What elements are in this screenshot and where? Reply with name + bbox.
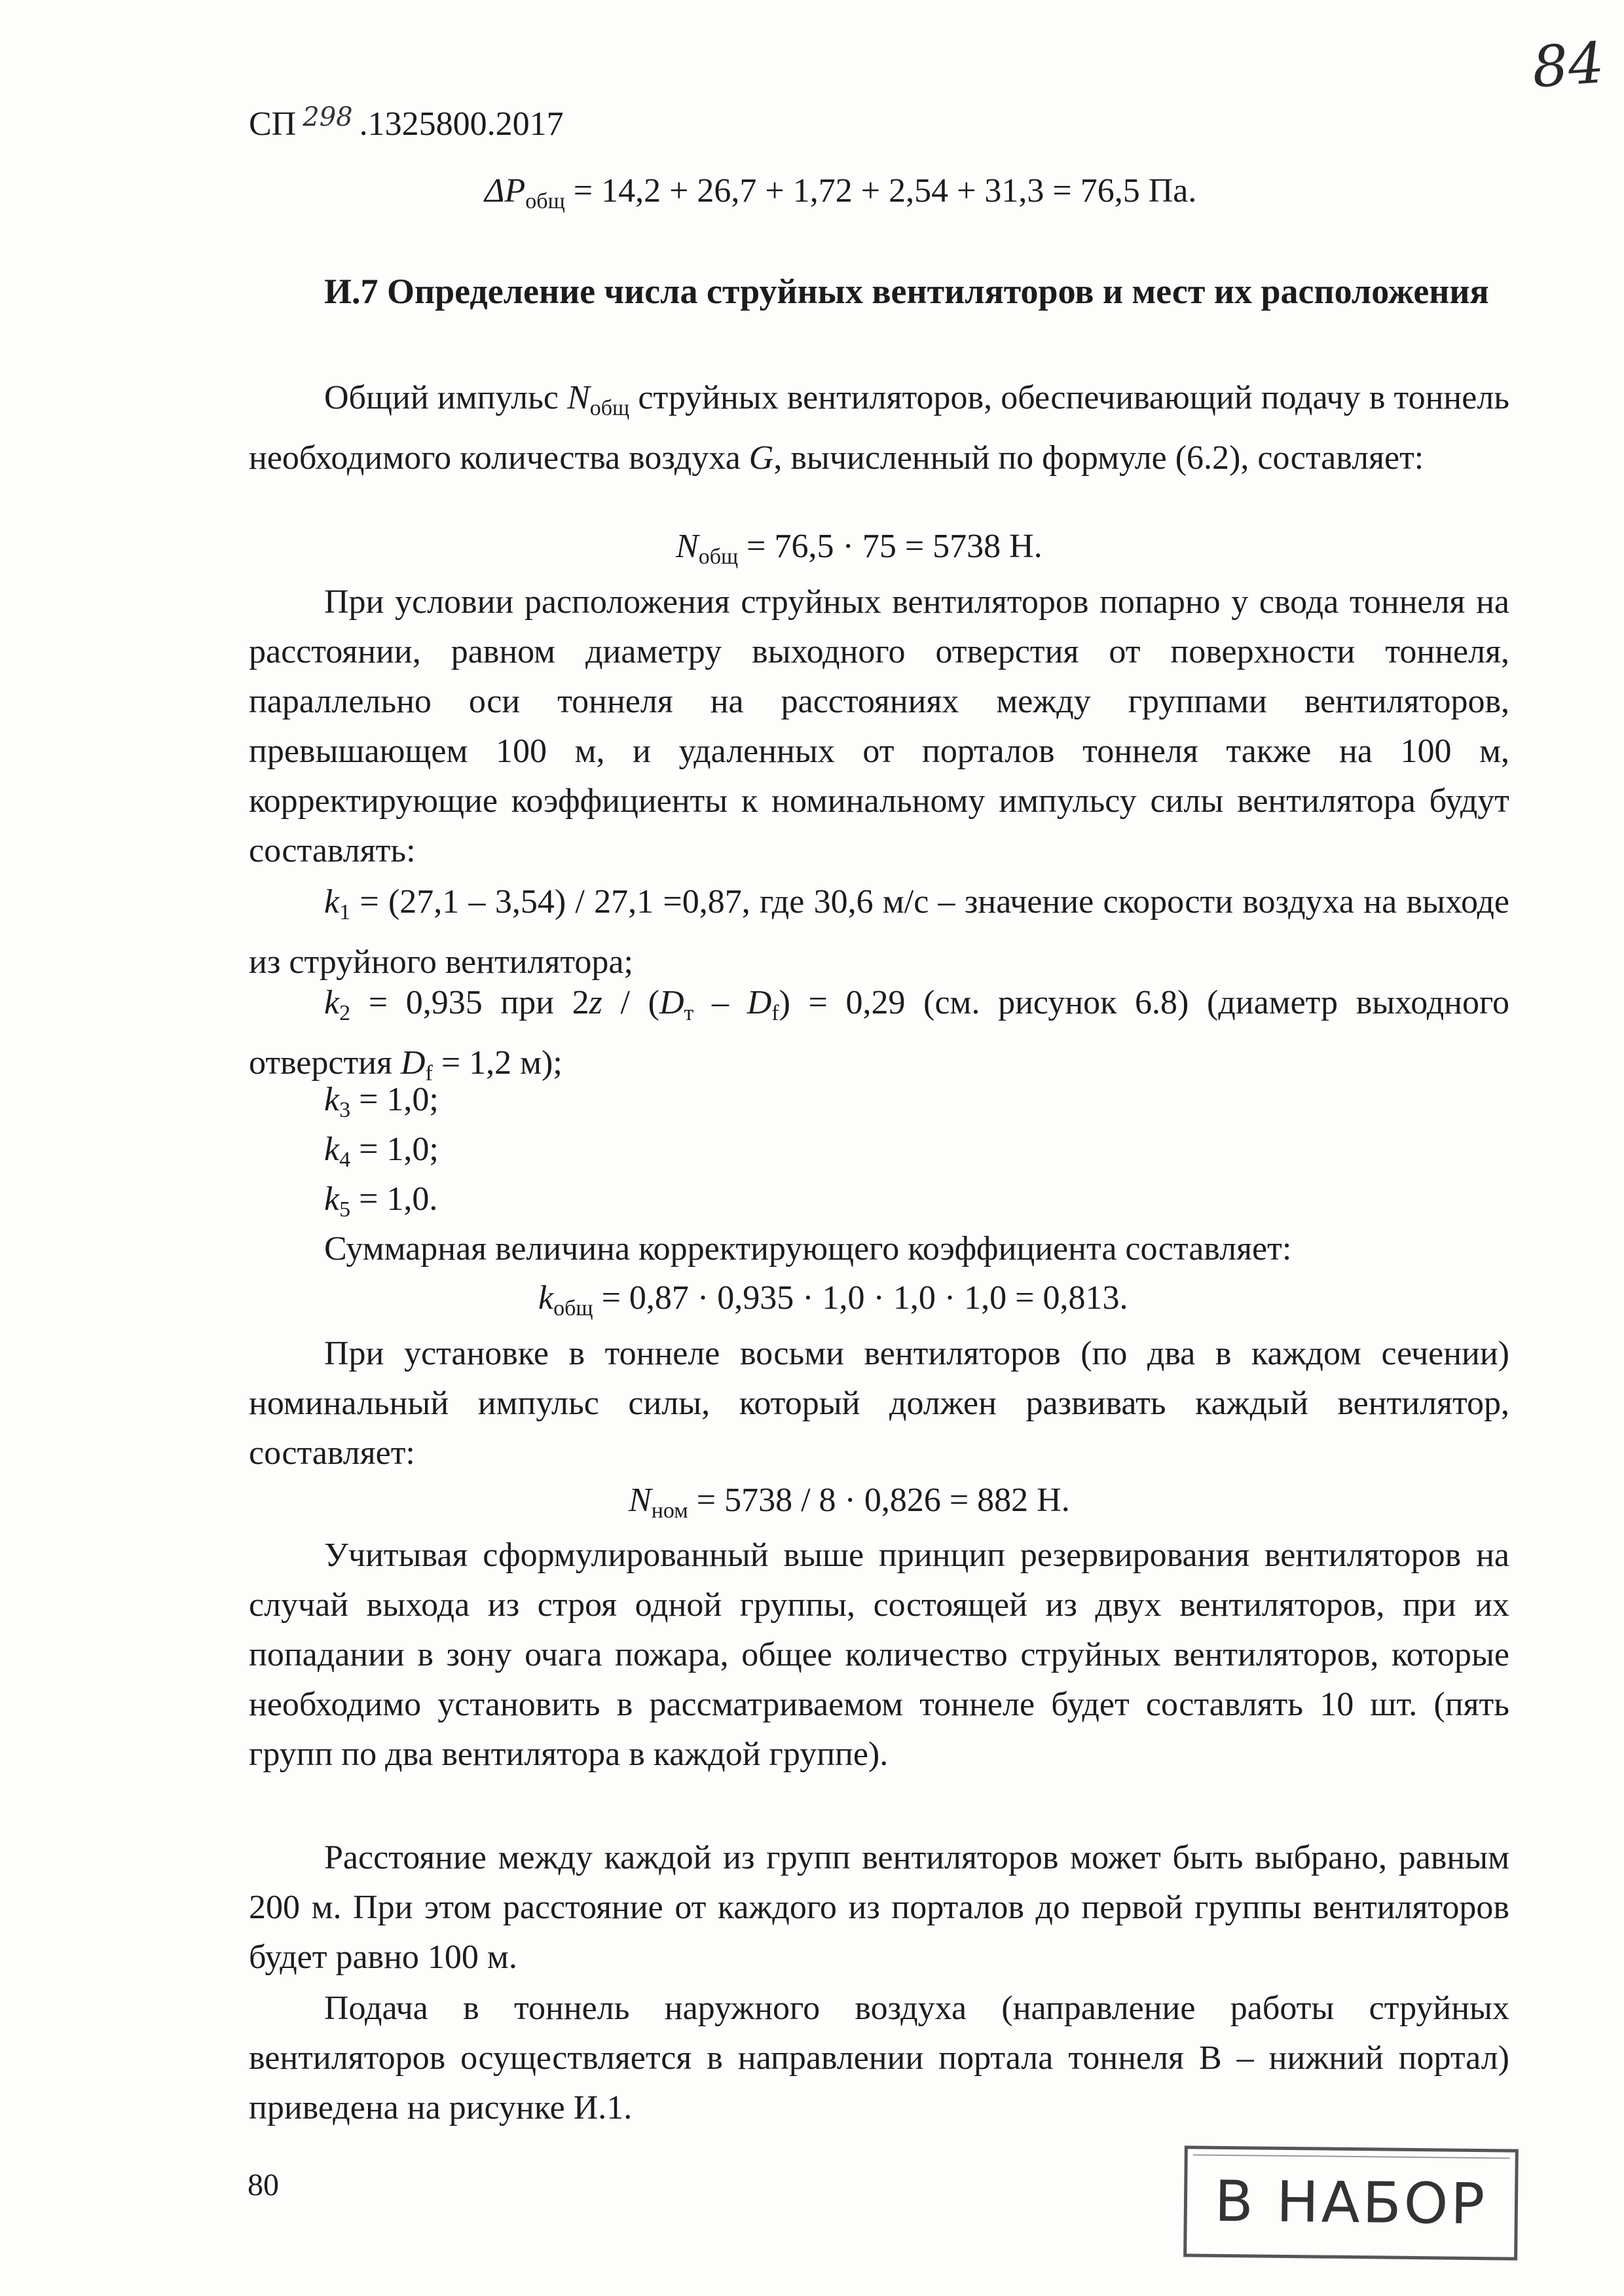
equation-nominal-impulse: $N_{ном} = 5738 / 8 \cdot 0,826 = 882$ Н.: [629, 1482, 1070, 1523]
handwritten-page-number: 84: [1530, 30, 1606, 101]
document-code-prefix: СП: [249, 105, 297, 143]
paragraph-redundancy: Учитывая сформулированный выше принцип резервирования вентиляторов на случай выхода из строя одной группы, состоящей из двух вентиляторов, при их попадании в зону очага пожара, общее количество струйных вентиляторов, которые необходимо установить в рассматриваемом тоннеле будет составлять 10 шт. (пять групп по два вентилятора в каждой группе).: [249, 1537, 1509, 1773]
coefficient-k3: $k_3 = 1,0$;: [324, 1081, 439, 1122]
equation-total-impulse: $N_{общ} = 76,5 \cdot 75 = 5738$ Н.: [676, 528, 1043, 569]
paragraph-total-impulse: Общий импульс $N_{общ}$ струйных вентиляторов, обеспечивающий подачу в тоннель необходимого количества воздуха G, вычисленный по формуле (6.2), составляет:: [249, 379, 1509, 477]
paragraph-fan-placement: При условии расположения струйных вентиляторов попарно у свода тоннеля на расстоянии, равном диаметру выходного отверстия от поверхности тоннеля, параллельно оси тоннеля на расстояниях между группами вентиляторов, превышающем 100 м, и удаленных от порталов тоннеля также на 100 м, корректирующие коэффициенты к номинальному импульсу силы вентилятора будут составлять:: [249, 583, 1509, 869]
paragraph-air-supply: Подача в тоннель наружного воздуха (направление работы струйных вентиляторов осуществляется в направлении портала тоннеля В – нижний портал) приведена на рисунке И.1.: [249, 1990, 1509, 2126]
coefficient-k2: $k_2 = 0,935$ при $2z / (D_т - D_f) = 0,29$ (см. рисунок 6.8) (диаметр выходного отверстия $D_f = 1,2$ м);: [249, 984, 1510, 1085]
coefficient-k1: $k_1 = (27,1 - 3,54) / 27,1 =0,87$, где 30,6 м/с – значение скорости воздуха на выходе из струйного вентилятора;: [249, 883, 1509, 981]
section-heading: И.7 Определение числа струйных вентиляторов и мест их расположения: [324, 272, 1489, 311]
page-number: 80: [248, 2168, 279, 2202]
coefficient-k5: $k_5 = 1,0$.: [324, 1180, 438, 1222]
paragraph-total-coefficient: Суммарная величина корректирующего коэффициента составляет:: [324, 1230, 1292, 1267]
document-code-suffix: .1325800.2017: [359, 105, 564, 143]
handwritten-code-number: 298: [303, 102, 353, 132]
paragraph-eight-fans: При установке в тоннеле восьми вентиляторов (по два в каждом сечении) номинальный импульс силы, который должен развивать каждый вентилятор, составляет:: [249, 1335, 1509, 1472]
document-code: [249, 102, 564, 143]
equation-total-coefficient: $k_{общ} = 0,87 \cdot 0,935 \cdot 1,0 \cdot 1,0 \cdot 1,0 = 0,813$.: [538, 1279, 1128, 1321]
paragraph-group-distance: Расстояние между каждой из групп вентиляторов может быть выбрано, равным 200 м. При этом расстояние от каждого из порталов до первой группы вентиляторов будет равно 100 м.: [249, 1839, 1509, 1976]
coefficient-k4: $k_4 = 1,0$;: [324, 1131, 439, 1172]
equation-total-pressure: $\Delta P_{общ} = 14,2 + 26,7 + 1,72 + 2,54 + 31,3 = 76,5$ Па.: [485, 172, 1197, 213]
stamp-in-typesetting: В НАБОР: [1183, 2145, 1519, 2260]
